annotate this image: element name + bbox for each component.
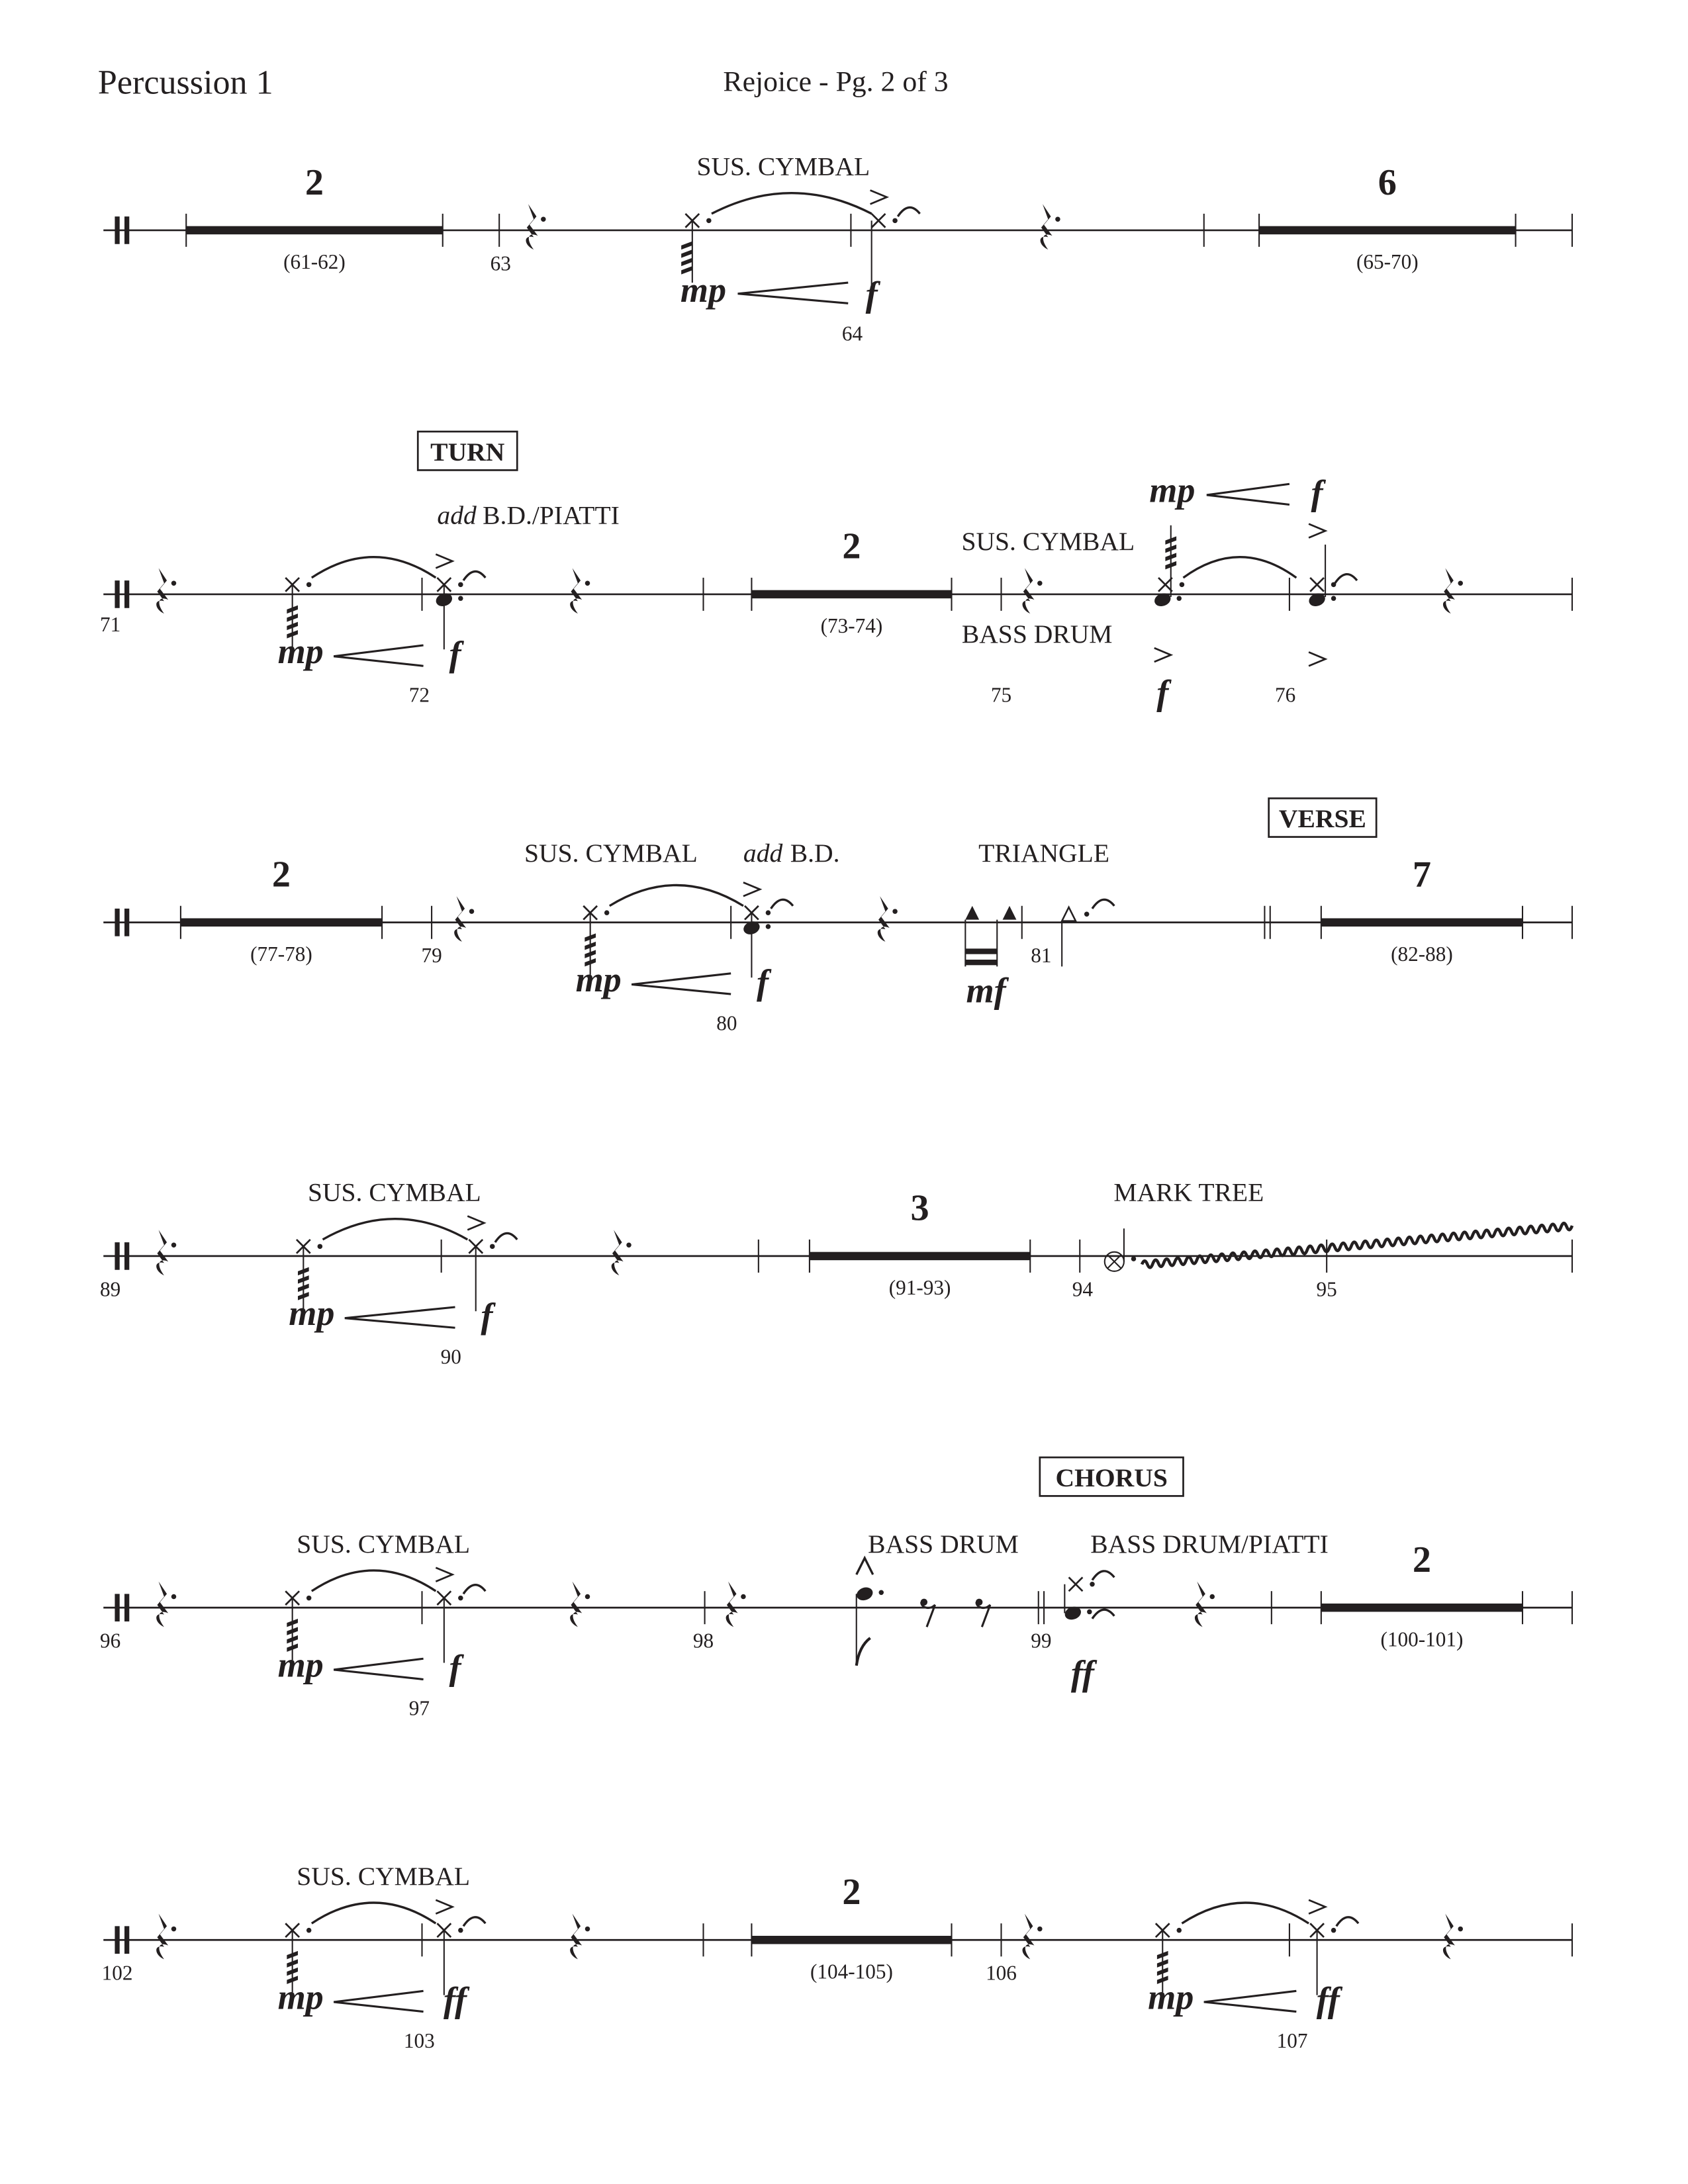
add-instrument-label: B.D. bbox=[790, 839, 840, 868]
measure-number: 90 bbox=[440, 1345, 461, 1369]
instrument-label: SUS. CYMBAL bbox=[297, 1861, 471, 1891]
tie bbox=[463, 571, 485, 580]
quarter-rest-icon bbox=[454, 896, 466, 942]
dot bbox=[626, 1243, 632, 1248]
dot bbox=[171, 1927, 177, 1932]
rest-count: 2 bbox=[842, 525, 861, 567]
measure-number: 81 bbox=[1031, 944, 1052, 968]
dot bbox=[1331, 596, 1336, 601]
dot bbox=[1210, 1594, 1215, 1599]
multi-measure-rest bbox=[181, 919, 382, 927]
dynamic-marking: mf bbox=[966, 970, 1006, 1011]
tie bbox=[1336, 1917, 1358, 1927]
dot bbox=[1131, 1256, 1137, 1261]
quarter-rest-icon bbox=[1195, 1582, 1207, 1627]
instrument-label: BASS DRUM bbox=[868, 1529, 1019, 1559]
tie bbox=[323, 1219, 468, 1240]
dot bbox=[1090, 1582, 1095, 1586]
dot bbox=[1458, 1927, 1463, 1932]
instrument-label: SUS. CYMBAL bbox=[297, 1529, 471, 1559]
rest-count: 2 bbox=[842, 1872, 861, 1913]
dot bbox=[171, 581, 177, 586]
eighth-rest-icon bbox=[976, 1602, 990, 1627]
quarter-rest-icon bbox=[570, 1582, 582, 1627]
dot bbox=[585, 1594, 590, 1599]
instrument-label: BASS DRUM bbox=[961, 619, 1113, 649]
dynamic-marking: f bbox=[1311, 473, 1323, 513]
rest-count: 3 bbox=[910, 1187, 929, 1229]
accent-icon bbox=[467, 1216, 484, 1230]
crescendo-hairpin bbox=[334, 1659, 423, 1679]
dot bbox=[541, 217, 546, 222]
part-name: Percussion 1 bbox=[97, 64, 273, 102]
beam bbox=[965, 960, 997, 965]
measure-number: 97 bbox=[408, 1696, 430, 1720]
instrument-label: SUS. CYMBAL bbox=[524, 839, 698, 868]
measure-range: (82-88) bbox=[1391, 942, 1453, 966]
measure-range: (100-101) bbox=[1380, 1627, 1464, 1651]
measure-number: 72 bbox=[408, 683, 430, 707]
crescendo-hairpin bbox=[334, 645, 423, 666]
tie bbox=[898, 207, 919, 216]
measure-number: 106 bbox=[986, 1961, 1017, 1985]
score bbox=[100, 152, 1572, 2052]
accent-icon bbox=[1309, 1900, 1325, 1914]
tie bbox=[312, 1570, 436, 1591]
quarter-rest-icon bbox=[156, 1914, 168, 1960]
multi-measure-rest bbox=[751, 590, 951, 599]
dynamic-marking: ff bbox=[1070, 1653, 1094, 1693]
accent-icon bbox=[1309, 524, 1325, 538]
accent-icon bbox=[870, 191, 887, 205]
staff-system-2 bbox=[100, 432, 1572, 2052]
dot bbox=[306, 1928, 312, 1933]
measure-range: (91-93) bbox=[888, 1276, 951, 1300]
dot bbox=[1037, 581, 1042, 586]
quarter-rest-icon bbox=[878, 896, 890, 942]
multi-measure-rest bbox=[810, 1252, 1030, 1261]
tremolo-icon bbox=[681, 250, 692, 258]
dot bbox=[171, 1594, 177, 1599]
staff-system-4 bbox=[100, 1178, 1572, 2052]
crescendo-hairpin bbox=[632, 974, 731, 994]
measure-number: 75 bbox=[990, 683, 1012, 707]
measure-number: 80 bbox=[716, 1011, 737, 1035]
dot bbox=[469, 909, 475, 913]
tie bbox=[463, 1917, 485, 1927]
dot bbox=[318, 1244, 323, 1249]
dot bbox=[1177, 1928, 1182, 1933]
dot bbox=[306, 582, 312, 588]
accent-icon bbox=[436, 555, 452, 569]
staff-system-3 bbox=[100, 798, 1572, 2052]
measure-number: 96 bbox=[100, 1629, 121, 1653]
dynamic-marking: mp bbox=[277, 1977, 324, 2017]
instrument-label: SUS. CYMBAL bbox=[961, 527, 1135, 557]
quarter-rest-icon bbox=[156, 1582, 168, 1627]
tie bbox=[1182, 1903, 1309, 1923]
add-instrument-label: B.D./PIATTI bbox=[483, 500, 620, 530]
accent-icon bbox=[1154, 648, 1171, 662]
tie bbox=[1092, 899, 1114, 909]
staff-system-6 bbox=[102, 1862, 1572, 2052]
dynamic-marking: mp bbox=[575, 959, 622, 999]
measure-range: (61-62) bbox=[283, 250, 346, 274]
crescendo-hairpin bbox=[334, 1991, 423, 2011]
measure-number: 63 bbox=[490, 251, 511, 275]
quarter-rest-icon bbox=[1443, 1914, 1455, 1960]
measure-range: (104-105) bbox=[810, 1960, 893, 1983]
add-label: add bbox=[437, 500, 477, 530]
dot bbox=[1087, 1610, 1092, 1615]
dot bbox=[1037, 1927, 1042, 1932]
crescendo-hairpin bbox=[738, 283, 849, 303]
quarter-rest-icon bbox=[1023, 1914, 1035, 1960]
quarter-rest-icon bbox=[570, 568, 582, 614]
tie bbox=[463, 1585, 485, 1594]
multi-measure-rest bbox=[751, 1936, 951, 1944]
tremolo-icon bbox=[681, 242, 692, 250]
dot bbox=[766, 924, 771, 929]
dynamic-marking: mp bbox=[680, 270, 727, 310]
triangle-notehead-icon bbox=[965, 906, 1016, 920]
multi-measure-rest bbox=[1259, 226, 1515, 235]
accent-icon bbox=[436, 1568, 452, 1582]
rest-count: 6 bbox=[1378, 161, 1397, 203]
measure-number: 76 bbox=[1275, 683, 1296, 707]
tie bbox=[495, 1233, 517, 1242]
rehearsal-mark: VERSE bbox=[1278, 804, 1366, 833]
multi-measure-rest bbox=[186, 226, 443, 235]
measure-number: 95 bbox=[1316, 1277, 1337, 1301]
tie bbox=[1335, 574, 1357, 584]
instrument-label: SUS. CYMBAL bbox=[307, 1177, 481, 1207]
dot bbox=[171, 1243, 177, 1248]
tie bbox=[771, 899, 793, 909]
dynamic-marking: mp bbox=[277, 1645, 324, 1685]
open-triangle-notehead-icon bbox=[1062, 907, 1076, 921]
measure-number: 64 bbox=[841, 322, 863, 345]
tie bbox=[1092, 1610, 1114, 1619]
instrument-label: SUS. CYMBAL bbox=[696, 152, 870, 181]
add-label: add bbox=[743, 839, 783, 868]
tie bbox=[1092, 1571, 1114, 1580]
dot bbox=[458, 582, 463, 588]
accent-icon bbox=[743, 882, 760, 896]
dynamic-marking: f bbox=[449, 634, 461, 674]
dot bbox=[490, 1244, 495, 1249]
accent-icon bbox=[1309, 652, 1325, 666]
trill-wavy-line bbox=[1142, 1223, 1572, 1267]
dot bbox=[306, 1596, 312, 1601]
dot bbox=[1331, 1928, 1336, 1933]
quarter-rest-icon bbox=[156, 1230, 168, 1275]
crescendo-hairpin bbox=[1204, 1991, 1297, 2011]
measure-number: 102 bbox=[101, 1961, 133, 1985]
dot bbox=[1458, 581, 1463, 586]
tie bbox=[312, 1903, 436, 1923]
measure-number: 89 bbox=[100, 1277, 121, 1301]
tie bbox=[312, 557, 436, 578]
dot bbox=[458, 1596, 463, 1601]
quarter-rest-icon bbox=[1041, 204, 1053, 250]
dot bbox=[1055, 217, 1060, 222]
tie bbox=[610, 886, 743, 906]
beam bbox=[965, 948, 997, 954]
quarter-rest-icon bbox=[726, 1582, 738, 1627]
notehead-icon bbox=[855, 1585, 874, 1602]
rest-count: 2 bbox=[1412, 1539, 1431, 1580]
marcato-icon bbox=[857, 1558, 873, 1574]
accent-icon bbox=[436, 1900, 452, 1914]
measure-range: (65-70) bbox=[1356, 250, 1419, 274]
dot bbox=[706, 218, 711, 224]
rehearsal-mark: CHORUS bbox=[1055, 1463, 1168, 1492]
dot bbox=[1180, 582, 1184, 588]
tremolo-icon bbox=[681, 258, 692, 267]
dot bbox=[458, 1928, 463, 1933]
quarter-rest-icon bbox=[1443, 568, 1455, 614]
instrument-label: BASS DRUM/PIATTI bbox=[1090, 1529, 1329, 1559]
dot bbox=[892, 909, 897, 913]
flag-icon bbox=[857, 1638, 870, 1666]
instrument-label: MARK TREE bbox=[1113, 1177, 1264, 1207]
quarter-rest-icon bbox=[1023, 568, 1035, 614]
measure-range: (77-78) bbox=[250, 942, 312, 966]
rest-count: 2 bbox=[305, 161, 324, 203]
eighth-rest-icon bbox=[921, 1602, 935, 1627]
dynamic-marking: mp bbox=[289, 1293, 335, 1334]
measure-number: 107 bbox=[1276, 2028, 1308, 2052]
tie bbox=[712, 193, 872, 214]
instrument-label: TRIANGLE bbox=[978, 839, 1110, 868]
dot bbox=[1084, 912, 1089, 917]
multi-measure-rest bbox=[1321, 919, 1523, 927]
dot bbox=[585, 1927, 590, 1932]
measure-number: 79 bbox=[421, 944, 442, 968]
dot bbox=[604, 910, 610, 915]
measure-number: 71 bbox=[100, 613, 121, 637]
rest-count: 2 bbox=[271, 854, 291, 895]
crescendo-hairpin bbox=[1207, 484, 1289, 504]
quarter-rest-icon bbox=[612, 1230, 624, 1275]
tie bbox=[1184, 557, 1297, 578]
quarter-rest-icon bbox=[156, 568, 168, 614]
dot bbox=[879, 1590, 884, 1595]
staff-system-5 bbox=[100, 1457, 1572, 2052]
page-title: Rejoice - Pg. 2 of 3 bbox=[723, 66, 949, 98]
measure-number: 103 bbox=[403, 2028, 435, 2052]
eighth-rest-icon bbox=[921, 1599, 927, 1606]
rehearsal-mark: TURN bbox=[430, 437, 505, 467]
dynamic-marking: f bbox=[865, 274, 878, 314]
eighth-rest-icon bbox=[976, 1599, 982, 1606]
rest-count: 7 bbox=[1412, 854, 1431, 895]
measure-number: 94 bbox=[1072, 1277, 1094, 1301]
staff-system-1 bbox=[100, 152, 1572, 2052]
measure-range: (73-74) bbox=[820, 614, 883, 638]
dynamic-marking: mp bbox=[1149, 470, 1196, 510]
dot bbox=[766, 910, 771, 915]
dot bbox=[585, 581, 590, 586]
dynamic-marking: mp bbox=[1148, 1977, 1194, 2017]
dot bbox=[892, 218, 897, 224]
dynamic-marking: f bbox=[1156, 672, 1169, 713]
dynamic-marking: ff bbox=[443, 1979, 467, 2020]
dynamic-marking: ff bbox=[1316, 1979, 1340, 2020]
measure-number: 98 bbox=[692, 1629, 714, 1653]
quarter-rest-icon bbox=[526, 204, 538, 250]
dot bbox=[458, 596, 463, 601]
crescendo-hairpin bbox=[345, 1307, 455, 1328]
multi-measure-rest bbox=[1321, 1604, 1523, 1612]
dynamic-marking: f bbox=[481, 1296, 493, 1336]
dot bbox=[1177, 596, 1182, 601]
measure-number: 99 bbox=[1031, 1629, 1052, 1653]
dot bbox=[741, 1594, 745, 1599]
dynamic-marking: f bbox=[757, 962, 769, 1003]
dynamic-marking: f bbox=[449, 1647, 461, 1688]
quarter-rest-icon bbox=[570, 1914, 582, 1960]
dynamic-marking: mp bbox=[277, 631, 324, 672]
